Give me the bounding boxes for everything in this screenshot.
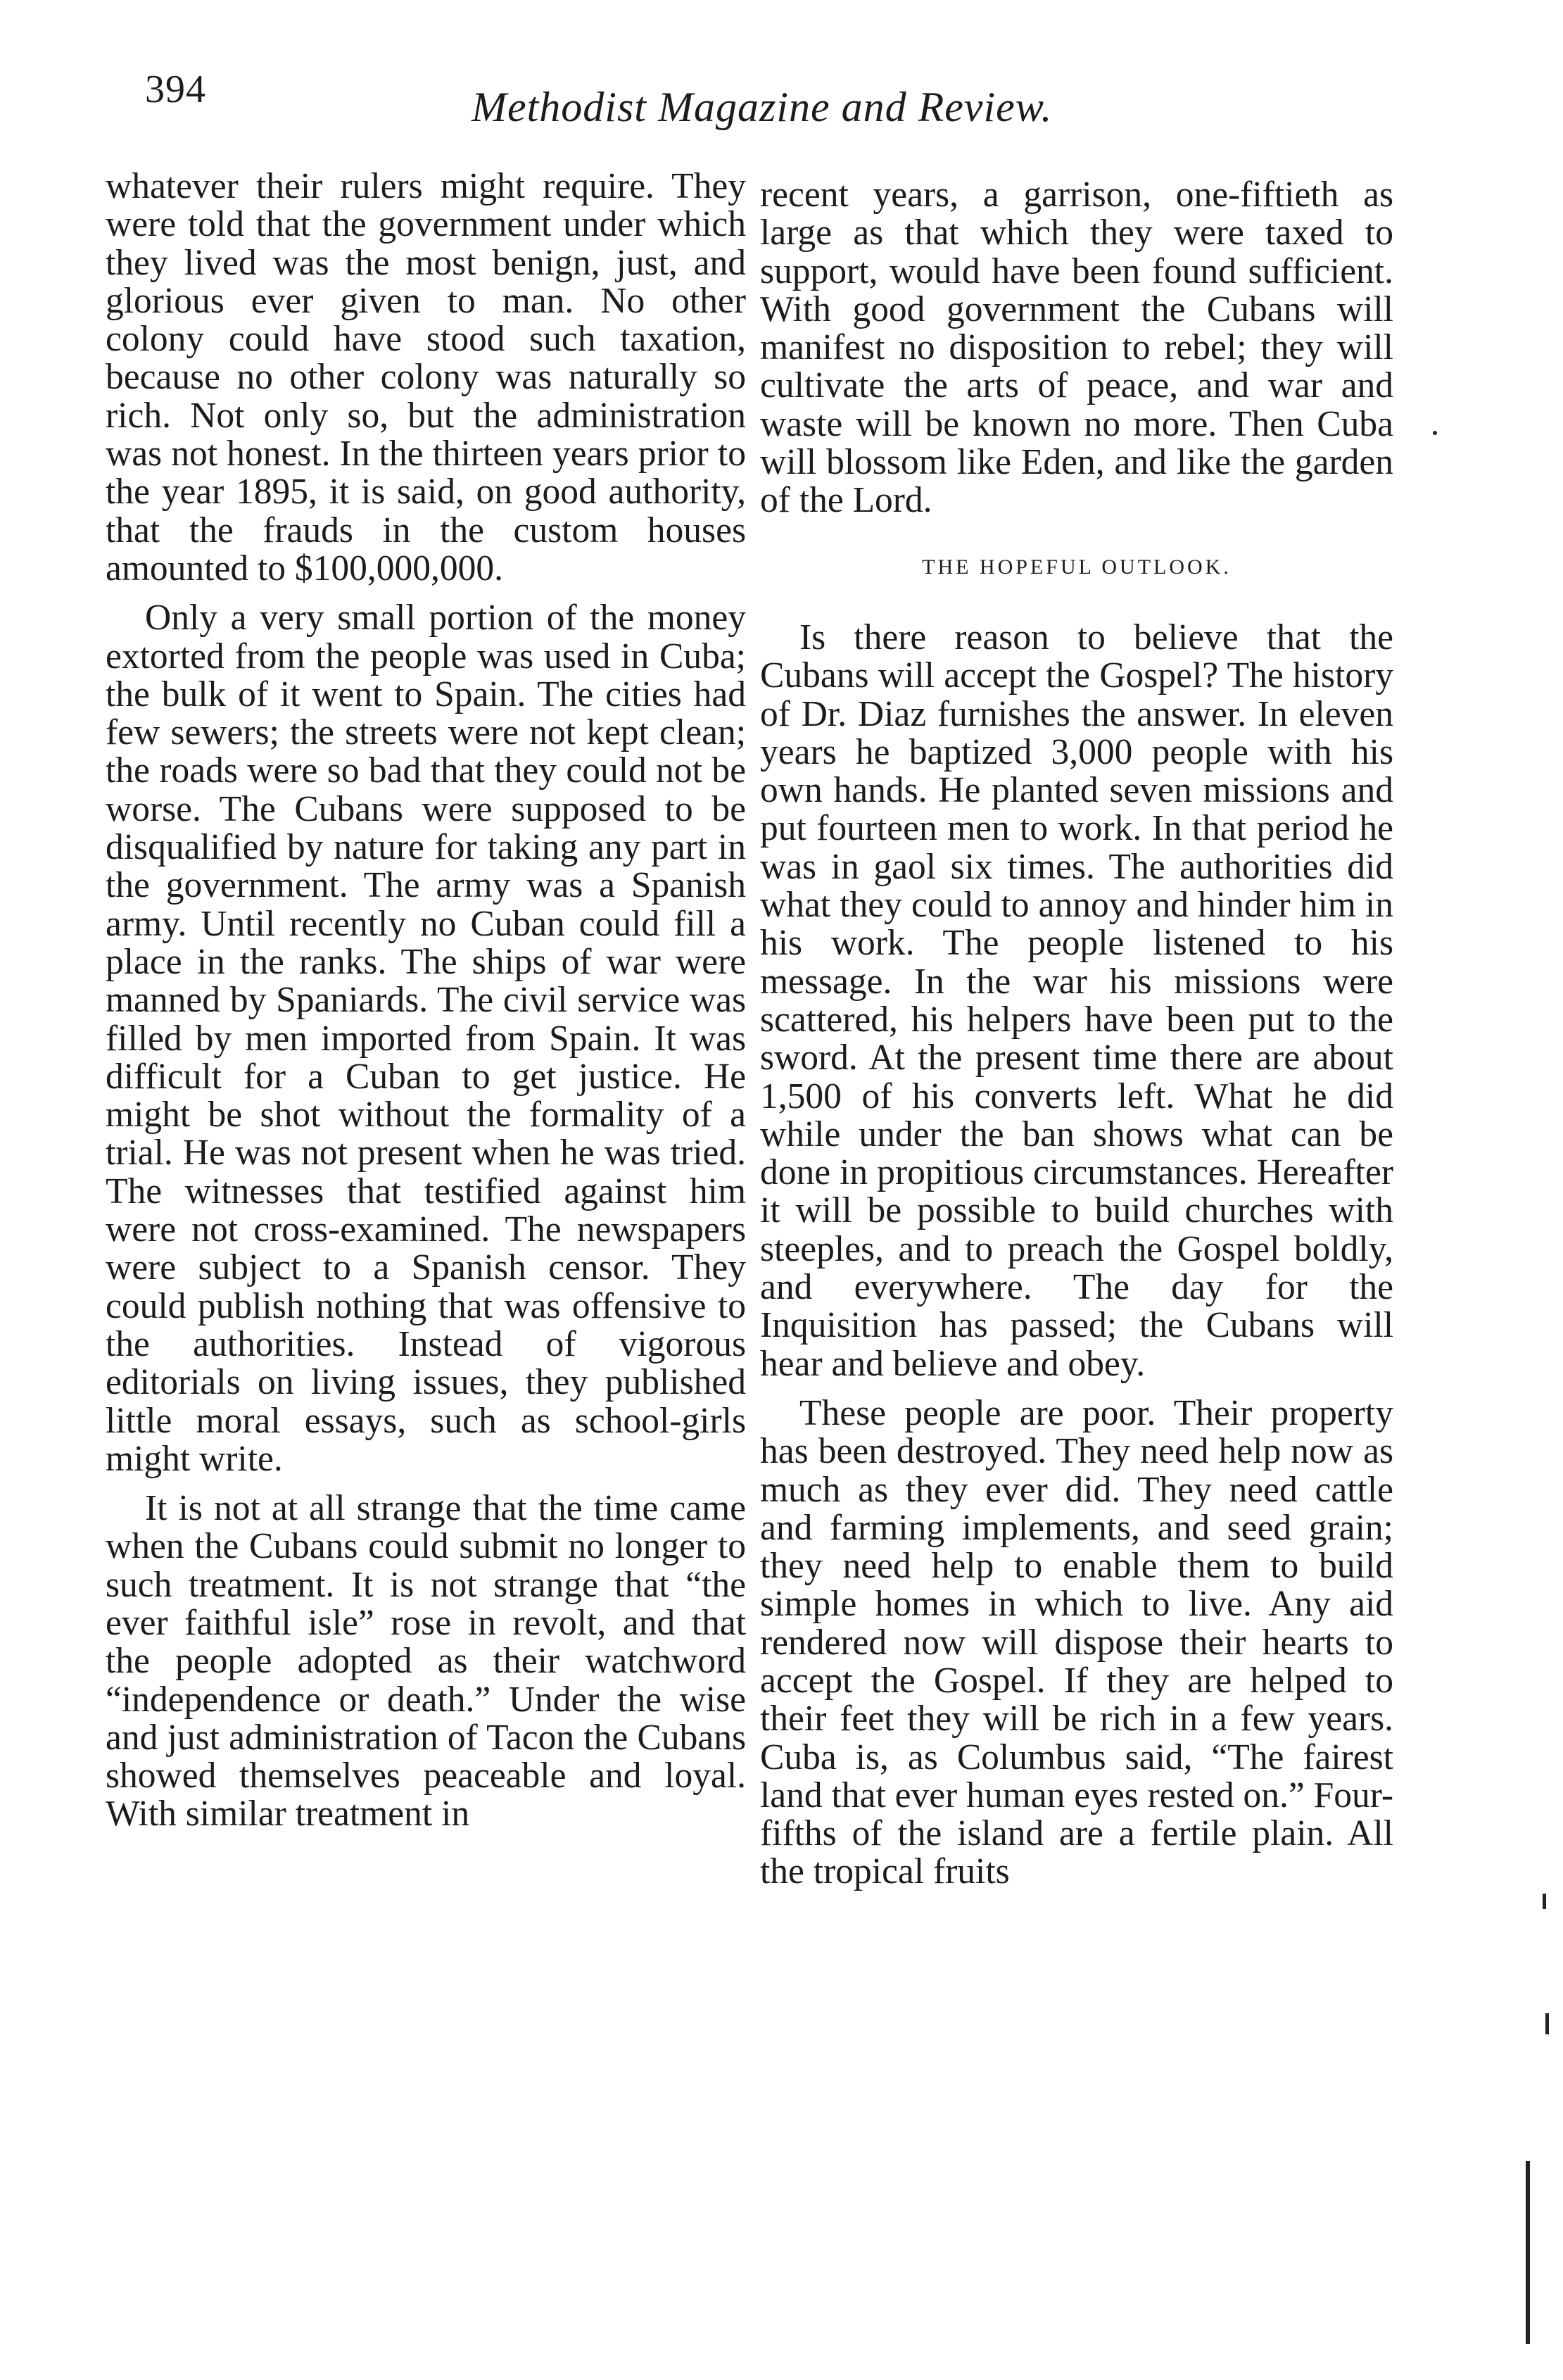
margin-dot <box>1433 431 1437 435</box>
right-column <box>760 176 1393 1903</box>
left-paragraph-2: Only a very small portion of the money extorted from the people was used in Cuba; the bulk of it went to Spain. The cities had few sewers; the streets were not kept clean; the roads were so bad that they could not be worse. The Cubans were supposed to be disqualified by nature for taking any part in the government. The army was a Spanish army. Until recently no Cuban could fill a place in the ranks. The ships of war were manned by Spaniards. The civil service was filled by men imported from Spain. It was difficult for a Cuban to get justice. He might be shot without the formality of a trial. He was not present when he was tried. The witnesses that testified against him were not cross-examined. The newspapers were subject to a Spanish censor. They could publish nothing that was offensive to the authorities. Instead of vigorous editorials on living issues, they published little moral essays, such as school-girls might write. <box>106 598 746 1479</box>
right-paragraph-2: These people are poor. Their property has been destroyed. They need help now as much as they ever did. They need cattle and farming implements, and seed grain; they need help to enable them to build simple homes in which to live. Any aid rendered now will dispose their hearts to accept the Gospel. If they are helped to their feet they will be rich in a few years. Cuba is, as Columbus said, “The fairest land that ever human eyes rested on.” Four-fifths of the island are a fertile plain. All the tropical fruits <box>760 1392 1393 1892</box>
margin-tick <box>1543 1894 1546 1909</box>
margin-edge-line <box>1526 2161 1530 2344</box>
margin-tick <box>1545 2013 1549 2034</box>
left-paragraph-1: whatever their rulers might require. They were told that the government under which they lived was the most benign, just, and glorious ever given to man. No other colony could have stood such taxation, because no other colony was naturally so rich. Not only so, but the administration was not honest. In the thirteen years prior to the year 1895, it is said, on good authority, that the frauds in the custom houses amounted to $100,000,000. <box>106 166 746 588</box>
section-heading: THE HOPEFUL OUTLOOK. <box>922 555 1232 579</box>
left-column <box>106 168 746 1845</box>
left-paragraph-3: It is not at all strange that the time came when the Cubans could submit no longer to such treatment. It is not strange that “the ever faithful isle” rose in revolt, and that the people adopted as their watchword “independence or death.” Under the wise and just administration of Tacon the Cubans showed themselves peaceable and loyal. With similar treatment in <box>106 1488 746 1834</box>
running-head: Methodist Magazine and Review. <box>472 84 1053 130</box>
right-paragraph-1: Is there reason to believe that the Cubans will accept the Gospel? The history of Dr. Diaz furnishes the answer. In eleven years he baptized 3,000 people with his own hands. He planted seven missions and put fourteen men to work. In that period he was in gaol six times. The authorities did what they could to annoy and hinder him in his work. The people listened to his message. In the war his missions were scattered, his helpers have been put to the sword. At the present time there are about 1,500 of his converts left. What he did while under the ban shows what can be done in propitious circumstances. Hereafter it will be possible to build churches with steeples, and to preach the Gospel boldly, and everywhere. The day for the Inquisition has passed; the Cubans will hear and believe and obey. <box>760 617 1393 1384</box>
right-paragraph-continued: recent years, a garrison, one-fiftieth as large as that which they were taxed to support, would have been found sufficient. With good government the Cubans will manifest no disposition to rebel; they will cultivate the arts of peace, and war and waste will be known no more. Then Cuba will blossom like Eden, and like the garden of the Lord. <box>760 175 1393 521</box>
page-number: 394 <box>145 68 206 111</box>
